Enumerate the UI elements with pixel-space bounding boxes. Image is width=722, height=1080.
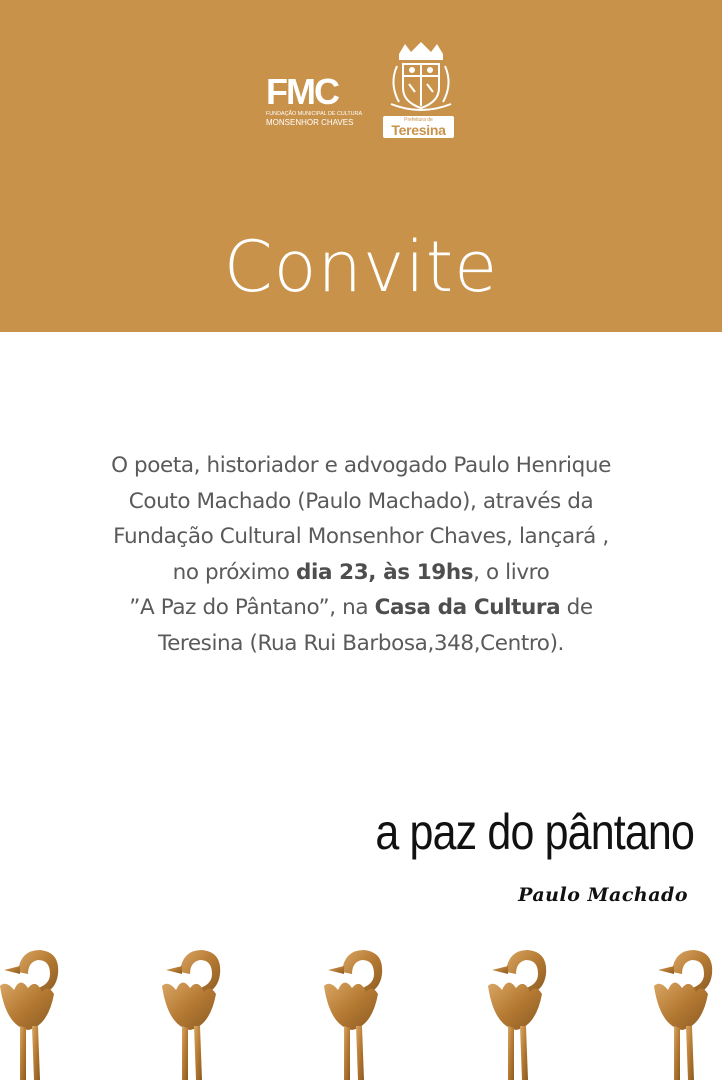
fmc-logo [266,71,363,127]
invitation-line: O poeta, historiador e advogado Paulo Henrique [111,453,611,478]
fmc-logo-mark: FMC [266,71,338,112]
invitation-line: Teresina (Rua Rui Barbosa,348,Centro). [157,630,564,656]
invitation-text [60,448,662,661]
invitation-text-span: no próximo [172,559,296,585]
page-title: Convite [223,226,499,308]
prefeitura-logo-small: Prefeitura de [404,117,433,123]
book-title: a paz do pântano [375,804,694,860]
logos-area [0,40,722,150]
bird-figure-icon [0,950,58,1080]
bird-figure-icon [324,950,382,1080]
prefeitura-logo [383,116,454,138]
prefeitura-logo-name: Teresina [391,122,446,138]
fmc-logo-subtitle-1: FUNDAÇÃO MUNICIPAL DE CULTURA [266,111,363,117]
bird-decoration-row [0,940,722,1080]
invitation-line: Fundação Cultural Monsenhor Chaves, lançará , [113,524,609,549]
invitation-line: Couto Machado (Paulo Machado), através da [128,488,594,514]
invitation-line [60,555,662,591]
bird-figure-icon [162,950,220,1080]
event-date: dia 23, às 19hs [295,559,474,585]
book-author: Paulo Machado [518,884,688,906]
fmc-logo-subtitle-2: MONSENHOR CHAVES [266,118,354,127]
invitation-text-span: , o livro [473,559,550,585]
invitation-text-span: ”A Paz do Pântano”, na [129,595,375,620]
invitation-text-span: de [560,595,593,620]
invitation-line [60,590,662,626]
event-venue: Casa da Cultura [374,595,561,620]
bird-figure-icon [654,950,712,1080]
bird-figure-icon [488,950,546,1080]
header-banner [0,0,722,332]
